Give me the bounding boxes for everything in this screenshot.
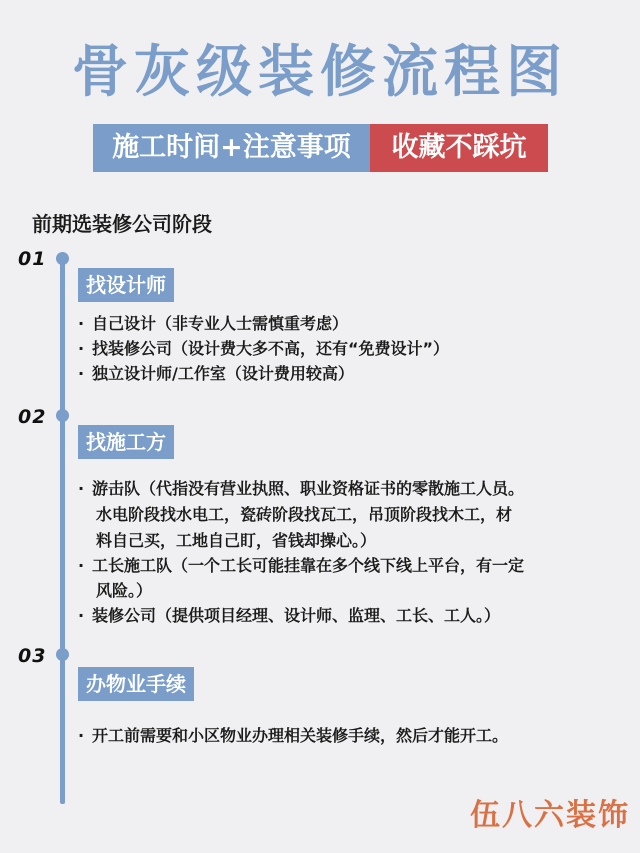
banner-left: 施工时间+注意事项 bbox=[93, 124, 370, 172]
step-tag: 办物业手续 bbox=[78, 667, 194, 701]
list-item: · 装修公司（提供项目经理、设计师、监理、工长、工人。） bbox=[78, 606, 501, 625]
step-tag: 找设计师 bbox=[78, 268, 174, 302]
list-item: · 独立设计师/工作室（设计费用较高） bbox=[78, 364, 354, 383]
list-item-continued: 水电阶段找水电工，瓷砖阶段找瓦工，吊顶阶段找木工，材 bbox=[96, 505, 513, 524]
list-item: · 开工前需要和小区物业办理相关装修手续，然后才能开工。 bbox=[78, 726, 509, 745]
list-item: · 游击队（代指没有营业执照、职业资格证书的零散施工人员。 bbox=[78, 479, 525, 498]
timeline-dot bbox=[56, 648, 69, 661]
list-item-continued: 料自己买，工地自己盯，省钱却操心。） bbox=[96, 531, 377, 550]
timeline-dot bbox=[56, 409, 69, 422]
timeline-line bbox=[60, 258, 65, 804]
step-number: 02 bbox=[18, 406, 47, 428]
timeline-dot bbox=[56, 252, 69, 265]
step-number: 03 bbox=[18, 645, 47, 667]
logo-watermark: 伍八六装饰 bbox=[470, 798, 630, 833]
list-item-continued: 风险。） bbox=[96, 581, 153, 600]
stage-title: 前期选装修公司阶段 bbox=[32, 212, 212, 236]
step-tag: 找施工方 bbox=[78, 425, 174, 459]
step-number: 01 bbox=[18, 248, 47, 270]
banner-right: 收藏不踩坑 bbox=[370, 124, 548, 172]
list-item: · 找装修公司（设计费大多不高，还有“免费设计”） bbox=[78, 339, 450, 358]
list-item: · 工长施工队（一个工长可能挂靠在多个线下线上平台，有一定 bbox=[78, 556, 525, 575]
list-item: · 自己设计（非专业人士需慎重考虑） bbox=[78, 314, 349, 333]
page-title: 骨灰级装修流程图 bbox=[72, 40, 568, 105]
